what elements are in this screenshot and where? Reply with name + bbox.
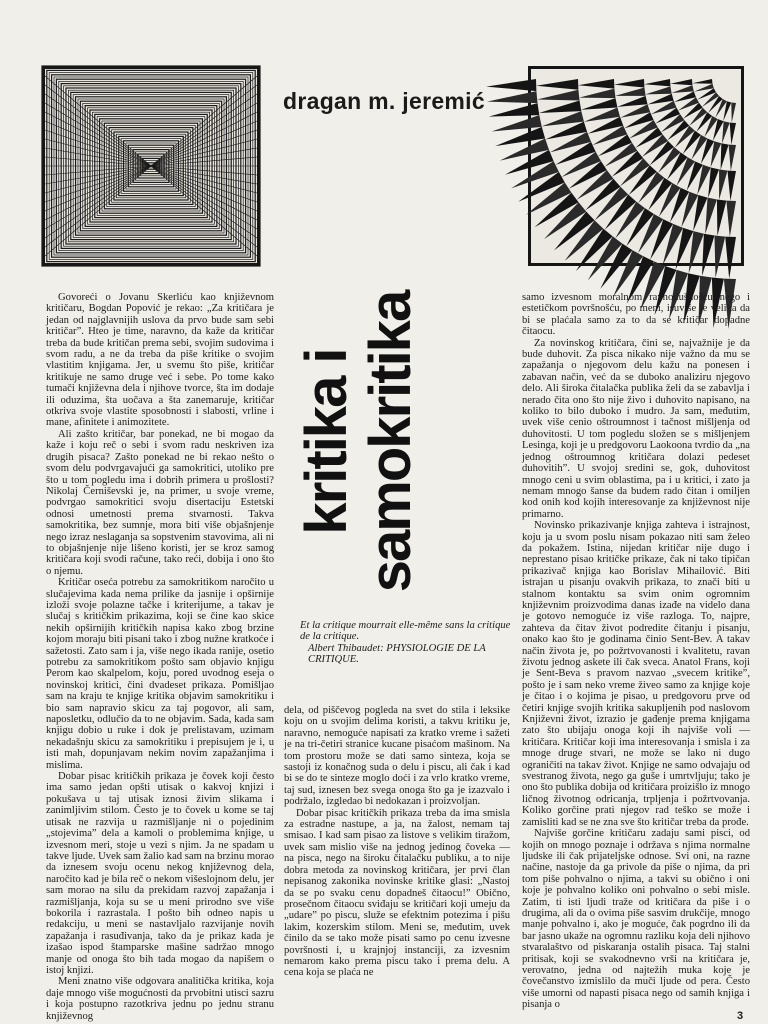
op-art-square-illustration bbox=[42, 66, 260, 266]
text-column-middle bbox=[284, 705, 510, 992]
text-column-left bbox=[46, 292, 274, 1022]
author-name: dragan m. jeremić bbox=[283, 88, 485, 114]
paragraph: Kritičar oseća potrebu za samokritikom naročito u slučajevima kada nema prilike da jasnije i opširnije izloži svoje polazne tačke i kriterijume, a takav je slučaj s kritičkim prikazima, koji se čine kao skice nekih opširnijih kritičkih napisa kako zbog brzine kojom moraju biti pisani tako i zbog nužne kratkoće i sažetosti. Zato sam i ja, više nego ikada ranije, osetio potrebu za samokritikom pošto sam objavio knjigu Perom kao skalpelom, koju, pored uvodnog eseja o novinskoj kritici, čini dvadeset prikaza. Pomišljao sam na kraju te knjige kritika objavim samokritiku i bio sam napravio skicu za taj pogovor, ali sam, naposletku, odlučio da to ne objavim. Sada, kada sam knjigu dobio u ruke i dok je prelistavam, uzimam nekadašnju skicu za samokritiku i prepisujem je i, u isti mah, dopunjavam nekim novim zapažanjima i mislima. bbox=[46, 577, 274, 771]
page-number: 3 bbox=[737, 1010, 744, 1022]
paragraph: samo izvesnom moralnom ravnodušnošću nego i estetičkom površnošću, po meni, isuviše je velika da bi se plaćala samo za to da se kritičar dopadne čitaocu. bbox=[522, 292, 750, 338]
paragraph: Za novinskog kritičara, čini se, najvažnije je da bude duhovit. Za pisca nikako nije važno da mu se zapažanja o njegovom delu kažu na ponesen i zabavan način, već da se duboko analiziru njegovo delo. Ali široka čitalačka publika želi da se zabavlja i nerado čita ono što nije živo i duhovito napisano, na koliko to bilo duboko i mudro. Ja sam, međutim, uvek više cenio oštroumnost i tačnost mišljenja od duhovitosti. U tom pogledu složen se s mišljenjem Lesinga, koji je u predgovoru Laokoona tvrdio da „na jednog oštroumnog kritičara dolazi pedeset duhovitih”. U svojoj sredini se, gok, duhovitost mnogo ceni u svim oblastima, pa i u kritici, i zato ja nemam mnogo šanse da budem rado čitan i omiljen kod onih kod kojih interesovanje za književnost nije primarno. bbox=[522, 337, 750, 520]
paragraph: Govoreći o Jovanu Skerliću kao književnom kritičaru, Bogdan Popović je rekao: „Za kritičara je jedan od najglavnijih uslova da prvo bude sam sebi kritičar”. Hteo je time, naravno, da kaže da kritičar treba da bude kritičan prema sebi, svojim sudovima i svom radu, a ne da treba da piše kritike o svojim vlastitim knjigama. Jer, u svemu što piše, kritičar kritikuje ne samo druge već i sebe. Po tome kako tumači književna dela i njihove tvorce, šta im dodaje ili oduzima, šta uočava a šta zanemaruje, kritičar otkriva svoje vlastite sposobnosti i slabosti, vrline i mane, afinitete i animozitete. bbox=[46, 292, 274, 429]
paragraph: dela, od piščevog pogleda na svet do stila i leksike koju on u svojim delima koristi, a takvu kritiku je, naravno, nemoguće napisati za kratko vreme i sažeti je na tri-četiri stranice kucane pisaćom mašinom. Na tom prostoru može se dati samo sinteza, koja se sastoji iz konačnog suda o delu i piscu, ali čak i kad bi se do te sinteze moglo doći i za vrlo kratko vreme, taj sud, iznesen bez svega onoga što ga je izazvalo i podržalo, izgledao bi nedokazan i proizvoljan. bbox=[284, 705, 510, 808]
paragraph: Dobar pisac kritičkih prikaza je čovek koji često ima samo jedan opšti utisak o kakvoj knjizi i pokušava u taj utisak iznosi živim slikama i zanimljivim stilom. Često je to čovek u kome se taj utisak ne razvija u razmišljanje ni o pojedinim „stojevima” dela a kamoli o problemima knjige, u izvesnom meri, stoje u vezi s njim. Ja ne spadam u takve ljude. Uvek sam žalio kad sam na brzinu morao da iznesem svoju ocenu nekog književnog dela, naročito kad je bila reč o nekom višeslojnom delu, jer sam morao na silu da prekidam razvoj zapažanja i razmišljanja, koja su se u meni prirodno sve više bokorila i razrastala. I pošto bih odneo napis u redakciju, u meni se nastavljalo razvijanje novih zapažanja i rasuđivanja, tako da je prikaz kada je izašao ispod štamparske mašine sadržao mnogo manje od onoga što bih tada mogao da napišem o istoj knjizi. bbox=[46, 771, 274, 976]
article-title-vertical bbox=[284, 282, 434, 602]
text-column-right bbox=[522, 292, 750, 1011]
paragraph: Meni znatno više odgovara analitička kritika, koja daje mnogo više mogućnosti da prvobitni utisci sazru i koja postupno razotkriva jednu po jednu stranu književnog bbox=[46, 976, 274, 1022]
paragraph: Novinsko prikazivanje knjiga zahteva i istrajnost, koju ja u svom poslu nisam pokazao niti sam želeo da pokažem. Istina, nijedan kritičar nije dugo i neprestano pisao kritičke prikaze, čak ni tako tipičan prikazivač knjiga kao Borislav Mihailović. Biti istrajan u pisanju ovakvih prikaza, to znači biti u stalnom kontaktu sa svim onim ogromnim književnim proizvodima danas izađe na videlo dana je gotovo nemoguće iz više razloga. To, najpre, zahteva da čitav život podredite čitanju i pisanju, onako kao što je godinama činio Sent-Bev. A takav način života je, po požrtvovanosti i kvalitetu, ravan životu jednog askete ili čak sveca. Anatol Frans, koji je Sent-Beva s pravom nazvao „svecem kritike”, pošto je i sam neko vreme živeo samo za knjige koje je čitao i o kojima je pisao, u predgovoru prve od četiri knjige svojih kritika sakupljenih pod naslovom Književni život, izrazio je gađenje prema knjigama zato što ubijaju onoga koji ih najviše voli — kritičara. Kritičar koji ima interesovanja i smisla i za mnoge druge stvari, ne može se lako ni dugo ograničiti na takav život. Knjige ne samo odvajaju od svestranog života, nego ga guše i umrtvljuju; tako je ono što publika dobija od kritičara proizišlo iz mnogo ličnog životnog odricanja, trpljenja i požrtvovanja. Koliko gorčine prati njegov rad teško se može i zamisliti kad se ne zna sve što kritičar treba da prođe. bbox=[522, 520, 750, 828]
paragraph: Ali zašto kritičar, bar ponekad, ne bi mogao da kaže i koju reč o sebi i svom radu neskriven iza drugih pisaca? Zašto ponekad ne bi rekao nešto o svom delu podvrgavajući ga samokritici, utoliko pre što u tom pogledu ima i dobrih primera u prošlosti? Nikolaj Černiševski je, na primer, u svoje vreme, podvrgao samokritici svoju disertaciju Estetski odnosi umetnosti prema stvarnosti. Takva samokritika, bez sumnje, mora biti više objašnjenje nego izraz neslaganja sa sopstvenim stavovima, ali ni to objašnjenje nije lišeno koristi, jer se kroz samog kritičara koji svodi račune, tako reći, dobija i ono što o njemu. bbox=[46, 428, 274, 577]
op-art-triangle-illustration bbox=[528, 66, 744, 266]
epigraph-attribution: Albert Thibaudet: PHYSIOLOGIE DE LA CRITIQUE. bbox=[308, 642, 486, 666]
title-line-1: kritika i bbox=[294, 349, 359, 535]
paragraph: Dobar pisac kritičkih prikaza treba da ima smisla za estradne nastupe, a ja, na žalost, nemam taj smisao. I kad sam pisao za listove s velikim tiražom, uvek sam mislio više na jednog jedinog čoveka — na pisca, nego na široku čitalačku publiku, a to nije dobra metoda za novinskog kritičara, jer prvi član nepisanog zakonika novinske kritike glasi: „Nastoj da se po svaku cenu dopadneš čitaocu!” Obično, prosečnom čitaocu sviđaju se kritičari koji umeju da „udare” po piscu, služe se efektnim potezima i pišu lakim, kozerskim stilom. Meni se, međutim, uvek činilo da se tako može pisati samo po cenu izvesne površnosti i, u krajnjoj instanciji, za izvesnim nemarom kako prema piscu tako i prema delu. A cena koja se plaća ne bbox=[284, 807, 510, 979]
epigraph-quote: Et la critique mourrait elle-même sans la critique de la critique. bbox=[300, 620, 511, 643]
article-title bbox=[295, 292, 423, 592]
op-art-square-pattern bbox=[45, 69, 257, 263]
op-art-triangle-pattern bbox=[531, 69, 741, 263]
title-line-2: samokritika bbox=[358, 291, 423, 593]
epigraph bbox=[300, 620, 512, 666]
paragraph: Najviše gorčine kritičaru zadaju sami pisci, od kojih on mnogo poznaje i održava s njima normalne ljudske ili čak prijateljske odnose. Svi oni, na razne načine, nastoje da ga privole da piše o njima, da pri tom piše pohvalno o njima, a takvi su obično i oni koje je pohvalno koliko oni pohvalno o sebi misle. Zatim, ti isti ljudi traže od kritičara da piše i o drugima, ali da o ovima piše sasvim drukčije, mnogo manje pohvalno i, ako je moguće, čak pogrdno ili da bar jasno ukaže na ogromnu razliku koja deli njihovo stvaralaštvo od piskaranja ostalih pisaca. Taj stalni pritisak, koji se svakodnevno vrši na kritičara je, verovatno, jedna od najtežih muka koje je čovečanstvo izmislilo da muči ljude od pera. Često više umorni od napasti pisaca nego od samih knjiga i pisanja o bbox=[522, 828, 750, 1011]
